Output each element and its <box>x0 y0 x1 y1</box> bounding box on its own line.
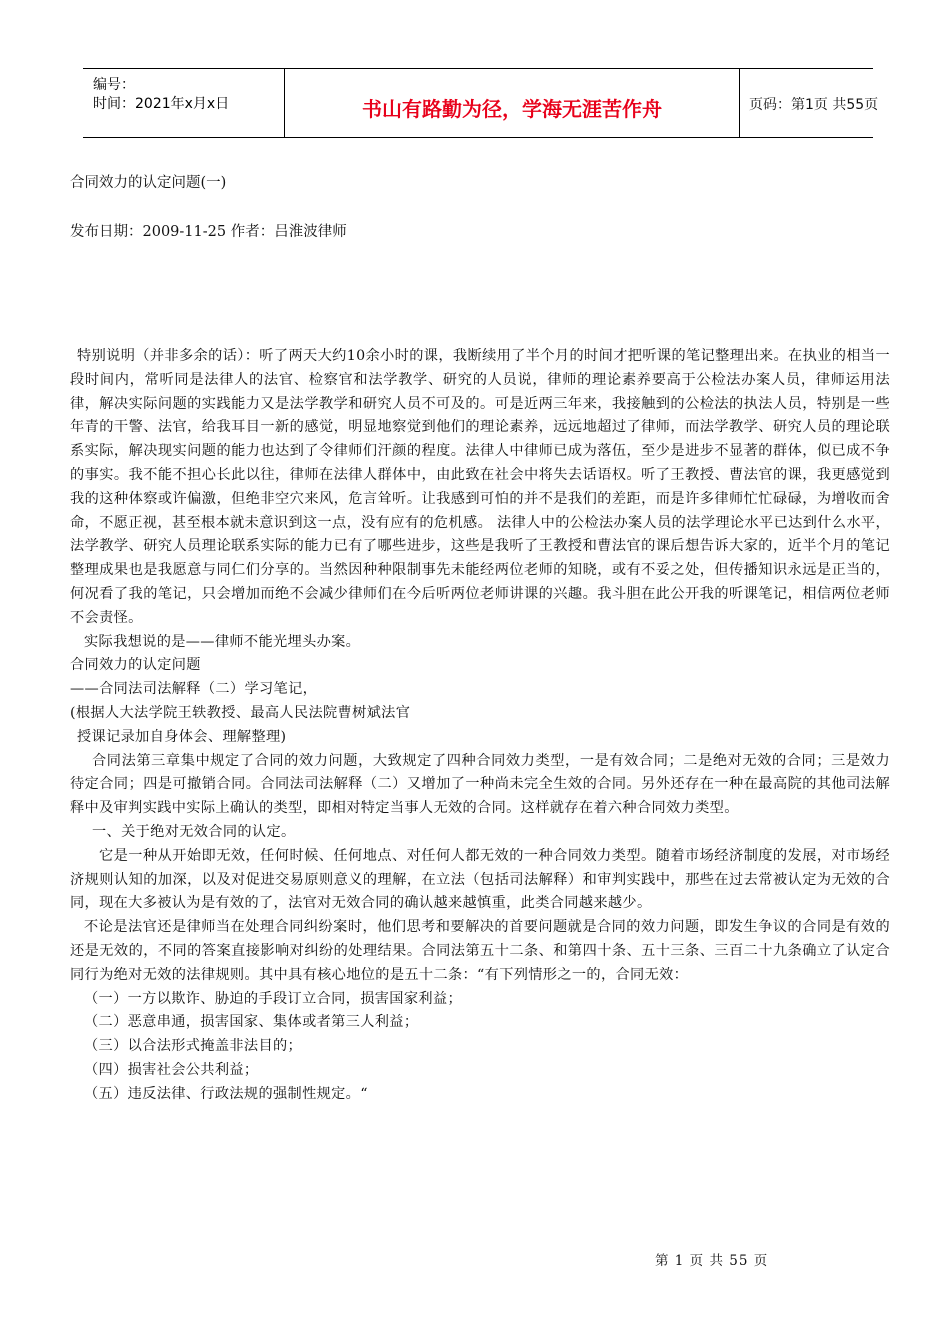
document-time-label: 时间：2021年x月x日 <box>93 96 230 112</box>
body-paragraph: 合同效力的认定问题 <box>70 657 201 674</box>
header-info-cell <box>83 69 284 137</box>
body-paragraph: 合同法第三章集中规定了合同的效力问题，大致规定了四种合同效力类型，一是有效合同；二是绝对无效的合同；三是效力待定合同；四是可撤销合同。合同法司法解释（二）又增加了一种尚未完全生效的合同。另外还存在一种在最高院的其他司法解释中及审判实践中实际上确认的类型，即相对特定当事人无效的合同。这样就存在着六种合同效力类型。 <box>70 752 890 817</box>
header-motto: 书山有路勤为径，学海无涯苦作舟 <box>362 97 662 121</box>
body-paragraph: 不论是法官还是律师当在处理合同纠纷案时，他们思考和要解决的首要问题就是合同的效力问题，即发生争议的合同是有效的还是无效的，不同的答案直接影响对纠纷的处理结果。合同法第五十二条、和第四十条、五十三条、三百二十九条确立了认定合同行为绝对无效的法律规则。其中具有核心地位的是五十二条：“有下列情形之一的，合同无效： <box>70 919 890 983</box>
document-body <box>70 345 890 1107</box>
document-header <box>83 68 879 138</box>
document-meta: 发布日期：2009-11-25 作者：吕淮波律师 <box>70 224 347 240</box>
document-number-label: 编号： <box>93 77 135 93</box>
body-paragraph: 它是一种从开始即无效，任何时候、任何地点、对任何人都无效的一种合同效力类型。随着市场经济制度的发展，对市场经济规则认知的加深，以及对促进交易原则意义的理解，在立法（包括司法解释）和审判实践中，那些在过去常被认定为无效的合同，现在大多被认为是有效的了，法官对无效合同的确认越来越慎重，此类合同越来越少。 <box>70 847 890 912</box>
header-motto-cell <box>284 69 740 137</box>
footer-page-indicator: 第 1 页 共 55 页 <box>655 1253 769 1269</box>
list-item: （二）恶意串通，损害国家、集体或者第三人利益； <box>84 1014 419 1031</box>
list-item: （四）损害社会公共利益； <box>84 1061 259 1078</box>
list-item: （五）违反法律、行政法规的强制性规定。“ <box>84 1085 368 1102</box>
header-page-code: 页码：第1页 共55页 <box>749 97 879 113</box>
list-item: （一）一方以欺诈、胁迫的手段订立合同，损害国家利益； <box>84 990 462 1007</box>
document-title: 合同效力的认定问题(一) <box>70 175 227 191</box>
body-paragraph: 实际我想说的是——律师不能光埋头办案。 <box>84 633 361 650</box>
body-paragraph: 特别说明（并非多余的话）：听了两天大约10余小时的课，我断续用了半个月的时间才把听课的笔记整理出来。在执业的相当一段时间内，常听同是法律人的法官、检察官和法学教学、研究的人员说，律师的理论素养要高于公检法办案人员，律师运用法律，解决实际问题的实践能力又是法学教学和研究人员不可及的。可是近两三年来，我接触到的公检法的执法人员，特别是一些年青的干警、法官，给我耳目一新的感觉，明显地察觉到他们的理论素养，远远地超过了律师，而法学教学、研究人员的理论联系实际，解决现实问题的能力也达到了令律师们汗颜的程度。法律人中律师已成为落伍，至少是进步不显著的群体，似已成不争的事实。我不能不担心长此以往，律师在法律人群体中，由此致在社会中将失去话语权。听了王教授、曹法官的课，我更感觉到我的这种体察或许偏激，但绝非空穴来风，危言耸听。让我感到可怕的并不是我们的差距，而是许多律师忙忙碌碌，为增收而舍命，不愿正视，甚至根本就未意识到这一点，没有应有的危机感。 法律人中的公检法办案人员的法学理论水平已达到什么水平，法学教学、研究人员理论联系实际的能力已有了哪些进步，这些是我听了王教授和曹法官的课后想告诉大家的，近半个月的笔记整理成果也是我愿意与同仁们分享的。当然因种种限制事先未能经两位老师的知晓，或有不妥之处，但传播知识永远是正当的，何况看了我的笔记，只会增加而绝不会减少律师们在今后听两位老师讲课的兴趣。我斗胆在此公开我的听课笔记，相信两位老师不会责怪。 <box>70 348 890 626</box>
header-page-cell <box>739 69 879 137</box>
body-paragraph: (根据人大法学院王轶教授、最高人民法院曹树斌法官 <box>70 704 411 721</box>
body-paragraph: ——合同法司法解释（二）学习笔记， <box>70 681 318 698</box>
list-item: （三）以合法形式掩盖非法目的； <box>84 1038 303 1055</box>
body-paragraph: 授课记录加自身体会、理解整理) <box>77 728 287 745</box>
section-heading: 一、关于绝对无效合同的认定。 <box>92 823 296 840</box>
